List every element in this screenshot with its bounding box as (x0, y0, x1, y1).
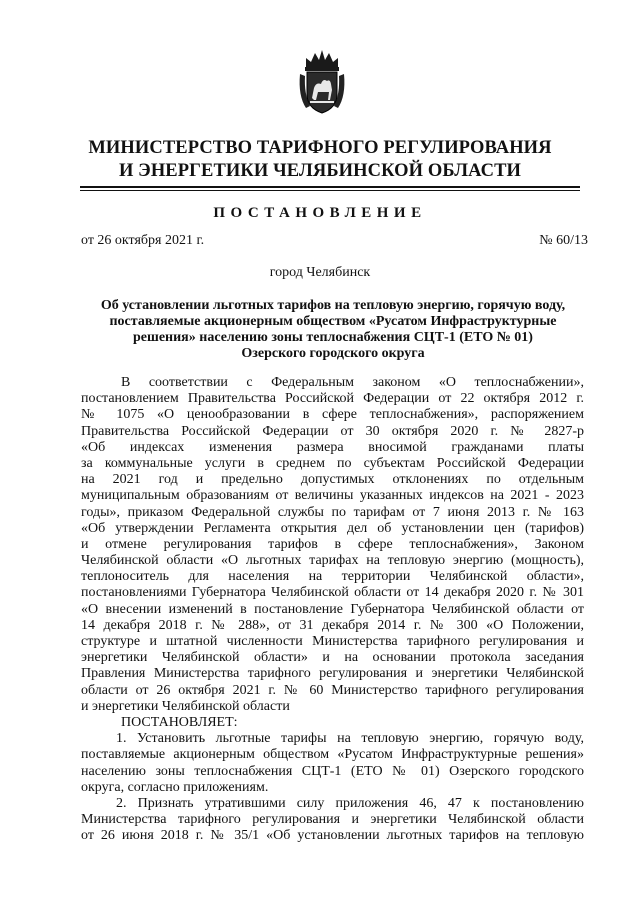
body-line: 1. Установить льготные тарифы на тепловую энергию, горячую воду, (116, 731, 584, 747)
body-line: «Об утверждении Регламента открытия дел об установлении цен (тарифов) (81, 520, 584, 536)
body-line: постановлениями Губернатора Челябинской области от 14 декабря 2020 г. № 301 (81, 585, 584, 601)
title-line: решения» населению зоны теплоснабжения СЦТ-1 (ЕТО № 01) (133, 330, 533, 345)
body-line: муниципальным образованиям от величины указанных индексов на 2021 - 2023 (81, 488, 584, 504)
body-line: Правительства Российской Федерации от 30 октября 2020 г. № 2827-р (81, 423, 584, 439)
ministry-name-line1: МИНИСТЕРСТВО ТАРИФНОГО РЕГУЛИРОВАНИЯ (88, 138, 552, 158)
body-line: энергетики Челябинской области» и на основании протокола заседания (81, 650, 584, 666)
item-1-paragraph (81, 731, 584, 796)
chelyabinsk-coat-of-arms-icon (296, 48, 348, 116)
body-line: «Об индексах изменения размера вносимой гражданами платы (81, 439, 584, 455)
body-line: за коммунальные услуги в среднем по субъектам Российской Федерации (81, 455, 584, 471)
body-line: Правления Министерства тарифного регулирования и энергетики Челябинской (81, 666, 584, 682)
document-number: № 60/13 (539, 233, 588, 248)
title-line: Озерского городского округа (241, 346, 425, 361)
title-line: Об установлении льготных тарифов на тепловую энергию, горячую воду, (100, 298, 566, 313)
body-line: населению зоны теплоснабжения СЦТ-1 (ЕТО № 01) Озерского городского (81, 763, 584, 779)
body-line: структуре и штатной численности Министерства тарифного регулирования и (81, 634, 584, 649)
body-line: области от 26 октября 2021 г. № 60 Министерство тарифного регулирования (81, 682, 584, 698)
document-type-heading: ПОСТАНОВЛЕНИЕ (213, 205, 427, 221)
body-line: на 2021 год и предельно допустимых отклонениях по отдельным (81, 472, 584, 488)
ministry-name-line2: И ЭНЕРГЕТИКИ ЧЕЛЯБИНСКОЙ ОБЛАСТИ (118, 161, 522, 181)
document-title (82, 298, 584, 362)
body-line: Министерства тарифного регулирования и энергетики Челябинской области (81, 812, 584, 828)
body-line: округа, согласно приложениям. (81, 779, 269, 795)
body-line: постановлением Правительства Российской Федерации от 22 октября 2012 г. (81, 391, 584, 407)
resolves-heading: ПОСТАНОВЛЯЕТ: (121, 714, 238, 730)
body-line: поставляемые акционерным обществом «Русатом Инфраструктурные решения» (81, 747, 584, 763)
header-divider-thin (80, 190, 580, 191)
body-line: 14 декабря 2018 г. № 288», от 31 декабря 2014 г. № 300 «О Положении, (81, 617, 584, 633)
document-body (81, 375, 584, 844)
body-line: В соответствии с Федеральным законом «О теплоснабжении», (121, 375, 584, 390)
document-city: город Челябинск (269, 265, 371, 280)
body-line: теплоноситель для населения на территории Челябинской области», (81, 569, 584, 585)
body-line: и энергетики Челябинской области (81, 698, 290, 714)
body-line: 2. Признать утратившими силу приложения 46, 47 к постановлению (116, 795, 584, 811)
header-divider (80, 186, 580, 188)
body-line: и отмене регулирования тарифов в сфере теплоснабжения», Законом (81, 536, 584, 552)
body-line: от 26 июня 2018 г. № 35/1 «Об установлении льготных тарифов на тепловую (81, 828, 584, 844)
document-date: от 26 октября 2021 г. (81, 233, 205, 248)
body-line: годы», приказом Федеральной службы по тарифам от 7 июня 2013 г. № 163 (81, 504, 584, 520)
preamble-paragraph (81, 375, 584, 715)
body-line: «О внесении изменений в постановление Губернатора Челябинской области от (81, 601, 584, 617)
body-line: № 1075 «О ценообразовании в сфере теплоснабжения», распоряжением (81, 407, 584, 423)
title-line: поставляемые акционерным обществом «Русатом Инфраструктурные (109, 314, 557, 329)
item-2-paragraph (81, 796, 584, 845)
body-line: Челябинской области «О льготных тарифах на тепловую энергию (мощность), (81, 553, 584, 569)
